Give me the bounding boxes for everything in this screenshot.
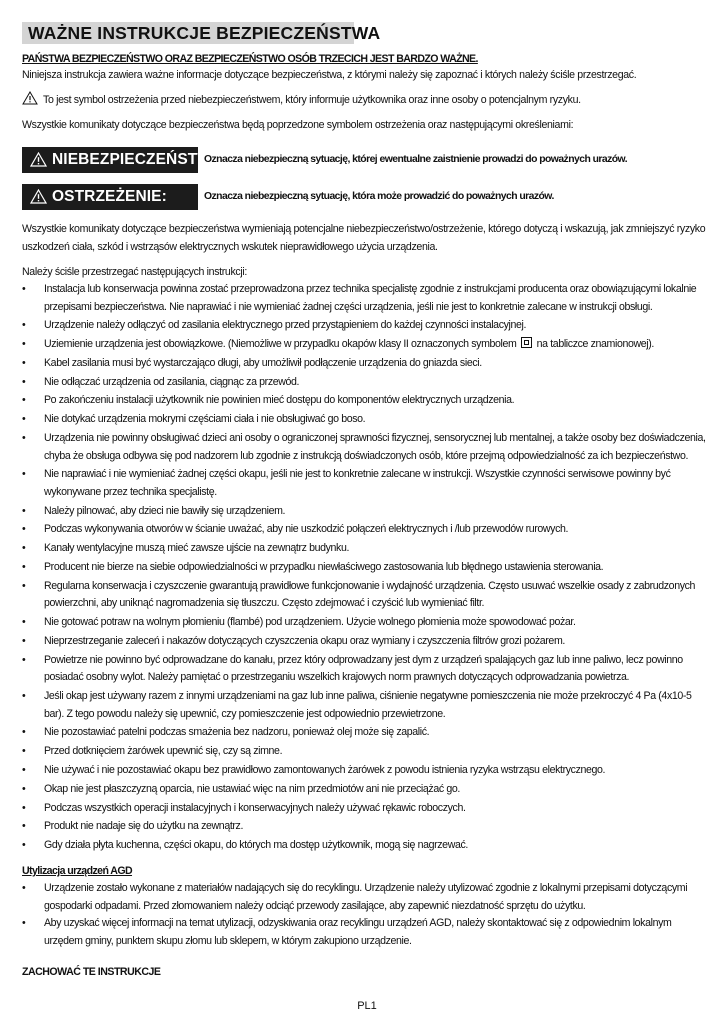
title-banner: [22, 22, 381, 44]
list-item: • Nieprzestrzeganie zaleceń i nakazów dotyczących czyszczenia okapu oraz wymiany i czyszczenia filtrów grozi pożarem.: [22, 633, 712, 651]
list-item: • Po zakończeniu instalacji użytkownik nie powinien mieć dostępu do komponentów elektrycznych urządzenia.: [22, 392, 712, 410]
list-item: • Podczas wykonywania otworów w ścianie uważać, aby nie uszkodzić połączeń elektrycznych i /lub przewodów rurowych.: [22, 521, 712, 539]
list-item: • Regularna konserwacja i czyszczenie gwarantują prawidłowe funkcjonowanie i wydajność urządzenia. Często usuwać wszelkie osady z zabrudzonych powierzchni, aby uniknąć nagromadzenia się tłuszczu. Często zdejmować i czyścić lub wymieniać filtr.: [22, 578, 712, 613]
list-item: • Producent nie bierze na siebie odpowiedzialności w przypadku niewłaściwego zastosowania lub błędnego ustawienia sterowania.: [22, 559, 712, 577]
warning-row: [22, 184, 712, 210]
list-item: • Okap nie jest płaszczyzną oparcia, nie ustawiać więc na nim przedmiotów ani nie przeciążać go.: [22, 781, 712, 799]
list-item: • Aby uzyskać więcej informacji na temat utylizacji, odzyskiwania oraz recyklingu urządzeń AGD, należy skontaktować się z odpowiednim lokalnym urzędem gminy, punktem skupu złomu lub sklepem, w którym zakupiono urządzenie.: [22, 915, 712, 950]
list-item: • Nie pozostawiać patelni podczas smażenia bez nadzoru, ponieważ olej może się zapalić.: [22, 724, 712, 742]
class-ii-symbol-icon: [521, 337, 532, 348]
symbol-note-text: To jest symbol ostrzeżenia przed niebezpieczeństwem, który informuje użytkownika oraz inne osoby o potencjalnym ryzyku.: [43, 94, 581, 106]
list-item: • Przed dotknięciem żarówek upewnić się, czy są zimne.: [22, 743, 712, 761]
warning-label-box: [22, 184, 198, 210]
list-item: • Urządzenie zostało wykonane z materiałów nadających się do recyklingu. Urządzenie należy utylizować zgodnie z lokalnymi przepisami dotyczącymi gospodarki odpadami. Przed złomowaniem należy odciąć przewody zasilające, aby zapewnić niezdatność sprzętu do użytku.: [22, 880, 712, 915]
list-item: • Podczas wszystkich operacji instalacyjnych i konserwacyjnych należy używać rękawic roboczych.: [22, 800, 712, 818]
subtitle: PAŃSTWA BEZPIECZEŃSTWO ORAZ BEZPIECZEŃSTWO OSÓB TRZECICH JEST BARDZO WAŻNE.: [22, 53, 478, 65]
page-number: PL1: [357, 1000, 377, 1012]
list-item: • Nie naprawiać i nie wymieniać żadnej części okapu, jeśli nie jest to konkretnie zalecane w instrukcji. Wszystkie czynności serwisowe powinny być wykonywane przez technika specjalistę.: [22, 466, 712, 501]
instruction-list: [22, 281, 712, 855]
list-item: • Kabel zasilania musi być wystarczająco długi, aby umożliwił podłączenie urządzenia do gniazda sieci.: [22, 355, 712, 373]
list-item: • Instalacja lub konserwacja powinna zostać przeprowadzona przez technika specjalistę zgodnie z instrukcjami producenta oraz obowiązującymi lokalnie przepisami bezpieczeństwa. Nie naprawiać i nie wymieniać żadnej części urządzenia, jeśli nie jest to konkretnie zalecane w instrukcji obsługi.: [22, 281, 712, 316]
general-note: Wszystkie komunikaty dotyczące bezpieczeństwa wymieniają potencjalne niebezpieczeństwo/ostrzeżenie, którego dotyczą i wskazują, jak zmniejszyć ryzyko uszkodzeń ciała, szkód i wstrząsów elektrycznych wskutek nieprawidłowego użycia urządzenia.: [22, 223, 706, 253]
list-item: • Jeśli okap jest używany razem z innymi urządzeniami na gaz lub inne paliwa, ciśnienie negatywne pomieszczenia nie może przekroczyć 4 Pa (4x10-5 bar). Z tego powodu należy się upewnić, czy pomieszczenie jest odpowiednio przewietrzone.: [22, 688, 712, 723]
list-item: [22, 336, 712, 354]
list-item: • Powietrze nie powinno być odprowadzane do kanału, przez który odprowadzany jest dym z urządzeń spalających gaz lub inne paliwo, lecz powinno posiadać osobny wylot. Należy pamiętać o przestrzeganiu wszelkich krajowych norm prawnych dotyczących odprowadzania powietrza.: [22, 652, 712, 687]
follow-note: Należy ściśle przestrzegać następujących instrukcji:: [22, 266, 247, 278]
warning-triangle-icon: [30, 152, 47, 167]
symbol-note: [22, 91, 712, 110]
list-item: • Urządzenia nie powinny obsługiwać dzieci ani osoby o ograniczonej sprawności fizycznej, sensorycznej lub mentalnej, a także osoby bez doświadczenia, chyba że obsługa odbywa się pod nadzorem lub zgodnie z instrukcją doświadczonych osób, które przejmą odpowiedzialność za ich bezpieczeństwo.: [22, 430, 712, 465]
list-item: • Nie dotykać urządzenia mokrymi częściami ciała i nie obsługiwać go boso.: [22, 411, 712, 429]
list-item-text: Uziemienie urządzenia jest obowiązkowe. (Niemożliwe w przypadku okapów klasy II oznaczonych symbolem: [44, 338, 517, 351]
list-item: • Należy pilnować, aby dzieci nie bawiły się urządzeniem.: [22, 503, 712, 521]
danger-label: NIEBEZPIECZEŃSTWO:: [52, 151, 230, 168]
warning-label: OSTRZEŻENIE:: [52, 188, 167, 205]
warning-desc: Oznacza niebezpieczną sytuację, która może prowadzić do poważnych urazów.: [204, 191, 554, 202]
warning-triangle-icon: [30, 189, 47, 204]
list-item: • Gdy działa płyta kuchenna, części okapu, do których ma dostęp użytkownik, mogą się nagrzewać.: [22, 837, 712, 855]
list-item: • Nie odłączać urządzenia od zasilania, ciągnąc za przewód.: [22, 374, 712, 392]
page-title: WAŻNE INSTRUKCJE BEZPIECZEŃSTWA: [28, 23, 381, 43]
danger-desc: Oznacza niebezpieczną sytuację, której ewentualne zaistnienie prowadzi do poważnych urazów.: [204, 154, 628, 165]
danger-label-box: [22, 147, 230, 173]
list-item: • Produkt nie nadaje się do użytku na zewnątrz.: [22, 818, 712, 836]
list-item: • Kanały wentylacyjne muszą mieć zawsze ujście na zewnątrz budynku.: [22, 540, 712, 558]
list-item: • Nie gotować potraw na wolnym płomieniu (flambé) pod urządzeniem. Użycie wolnego płomienia może spowodować pożar.: [22, 614, 712, 632]
warning-triangle-icon: [22, 91, 38, 105]
intro-text: Niniejsza instrukcja zawiera ważne informacje dotyczące bezpieczeństwa, z którymi należy się zapoznać i których należy ściśle przestrzegać.: [22, 69, 637, 81]
disposal-list: [22, 880, 712, 950]
list-item: • Nie używać i nie pozostawiać okapu bez prawidłowo zamontowanych żarówek z powodu istnienia ryzyka wstrząsu elektrycznego.: [22, 762, 712, 780]
list-item: • Urządzenie należy odłączyć od zasilania elektrycznego przed przystąpieniem do każdej czynności instalacyjnej.: [22, 317, 712, 335]
list-item-text-suffix: na tabliczce znamionowej).: [536, 338, 654, 351]
messages-note: Wszystkie komunikaty dotyczące bezpieczeństwa będą poprzedzone symbolem ostrzeżenia oraz następującymi określeniami:: [22, 119, 574, 131]
keep-instructions-note: ZACHOWAĆ TE INSTRUKCJE: [22, 966, 161, 978]
danger-row: [22, 147, 712, 173]
disposal-heading: Utylizacja urządzeń AGD: [22, 865, 133, 877]
